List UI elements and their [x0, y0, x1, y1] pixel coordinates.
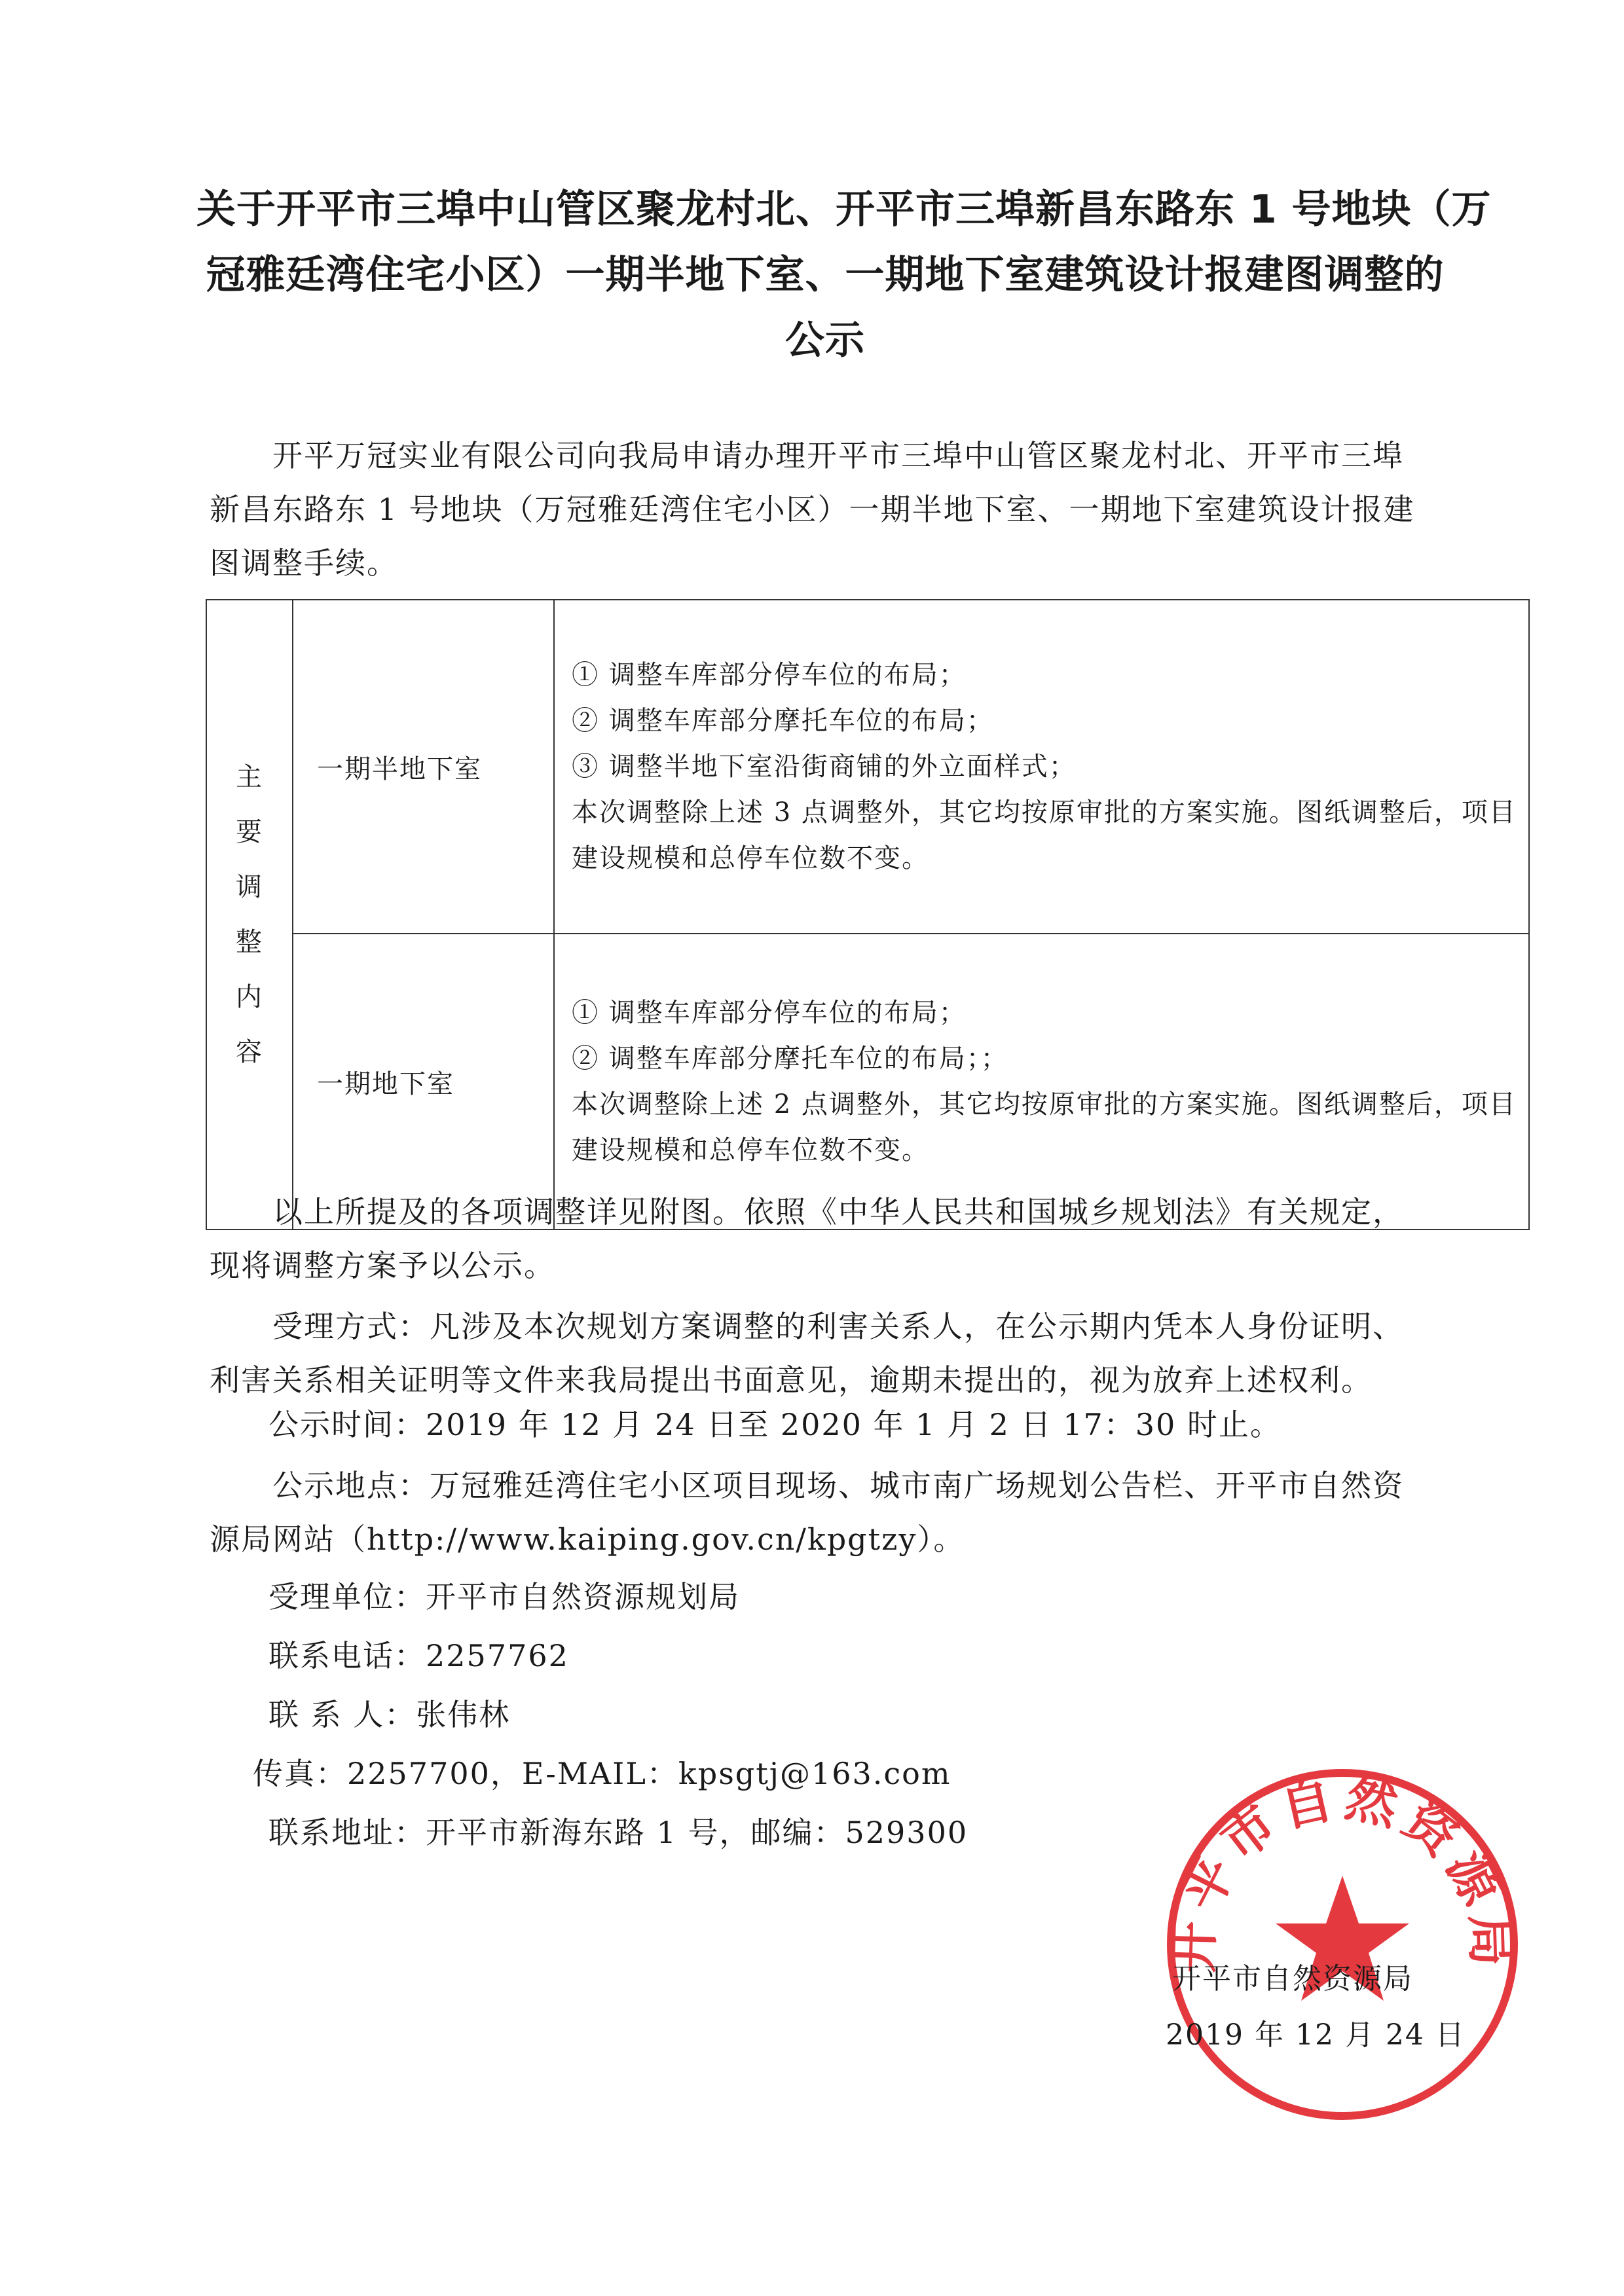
detail-line: ② 调整车库部分摩托车位的布局；；	[572, 1044, 1008, 1074]
acceptance-method-paragraph	[210, 1300, 1454, 1407]
detail-line: ③ 调整半地下室沿街商铺的外立面样式；	[572, 752, 1077, 782]
main-content-header	[206, 600, 293, 1230]
issuing-organization: 开平市自然资源局	[1172, 1962, 1413, 1995]
official-seal	[1159, 1761, 1526, 2128]
contact-person: 联 系 人：张伟林	[268, 1697, 511, 1732]
issue-date: 2019 年 12 月 24 日	[1166, 2018, 1466, 2052]
item-detail-cell	[554, 600, 1529, 934]
signature-block	[1166, 1951, 1466, 2064]
intro-line-2: 新昌东路东 1 号地块（万冠雅廷湾住宅小区）一期半地下室、一期地下室建筑设计报建	[210, 492, 1415, 527]
detail-line: 建设规模和总停车位数不变。	[572, 1135, 929, 1165]
place-line-1: 公示地点：万冠雅廷湾住宅小区项目现场、城市南广场规划公告栏、开平市自然资	[272, 1468, 1404, 1503]
header-char: 主	[236, 762, 263, 792]
reference-line-1: 以上所提及的各项调整详见附图。依照《中华人民共和国城乡规划法》有关规定，	[272, 1194, 1404, 1230]
acceptance-line-2: 利害关系相关证明等文件来我局提出书面意见，逾期未提出的，视为放弃上述权利。	[210, 1362, 1373, 1398]
contact-address: 联系地址：开平市新海东路 1 号，邮编：529300	[268, 1815, 969, 1850]
detail-line: ① 调整车库部分停车位的布局；	[572, 660, 967, 690]
adjustment-table	[206, 599, 1530, 1230]
intro-line-1: 开平万冠实业有限公司向我局申请办理开平市三埠中山管区聚龙村北、开平市三埠	[272, 438, 1404, 473]
reference-line-2: 现将调整方案予以公示。	[210, 1248, 555, 1283]
header-char: 整	[236, 927, 263, 957]
detail-line: ② 调整车库部分摩托车位的布局；	[572, 706, 994, 736]
title-line-2: 冠雅廷湾住宅小区）一期半地下室、一期地下室建筑设计报建图调整的	[206, 252, 1445, 298]
document-title	[196, 177, 1492, 373]
place-line-2: 源局网站（http://www.kaiping.gov.cn/kpgtzy）。	[210, 1522, 965, 1557]
reference-paragraph	[210, 1185, 1454, 1292]
acceptance-line-1: 受理方式：凡涉及本次规划方案调整的利害关系人，在公示期内凭本人身份证明、	[272, 1309, 1404, 1344]
intro-line-3: 图调整手续。	[210, 545, 398, 581]
detail-line: ① 调整车库部分停车位的布局；	[572, 998, 967, 1028]
item-name-cell: 一期地下室	[293, 934, 554, 1230]
intro-paragraph	[210, 429, 1454, 590]
item-name-cell: 一期半地下室	[293, 600, 554, 934]
publicity-place-paragraph	[210, 1459, 1454, 1566]
publicity-time: 公示时间：2019 年 12 月 24 日至 2020 年 1 月 2 日 17：30 时止。	[268, 1407, 1282, 1442]
header-char: 要	[236, 817, 263, 847]
contact-phone: 联系电话：2257762	[268, 1638, 569, 1673]
title-line-1: 关于开平市三埠中山管区聚龙村北、开平市三埠新昌东路东 1 号地块（万	[196, 187, 1492, 232]
header-char: 容	[236, 1037, 263, 1067]
header-char: 内	[236, 982, 263, 1012]
detail-line: 建设规模和总停车位数不变。	[572, 843, 929, 873]
detail-line: 本次调整除上述 3 点调整外，其它均按原审批的方案实施。图纸调整后，项目	[572, 797, 1517, 828]
detail-line: 本次调整除上述 2 点调整外，其它均按原审批的方案实施。图纸调整后，项目	[572, 1089, 1517, 1120]
header-char: 调	[236, 872, 263, 902]
title-line-3: 公示	[785, 318, 865, 363]
fax-email: 传真：2257700，E-MAIL：kpsgtj@163.com	[253, 1756, 951, 1791]
table-row	[206, 600, 1529, 934]
accepting-unit: 受理单位：开平市自然资源规划局	[268, 1579, 740, 1614]
seal-text: 开平市自然资源局	[1164, 1768, 1521, 1974]
